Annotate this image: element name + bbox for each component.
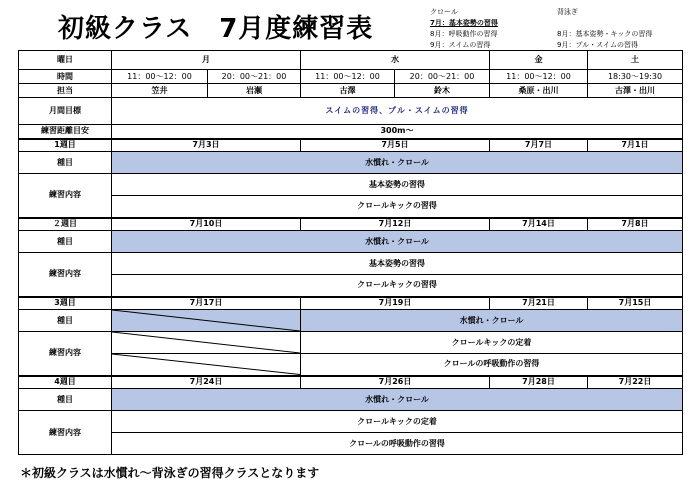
week-date-row bbox=[19, 139, 683, 152]
practice-schedule-table bbox=[18, 50, 683, 455]
content-label: 練習内容 bbox=[19, 174, 112, 218]
monthly-goal: スイムの習得、プル・スイムの習得 bbox=[112, 98, 683, 125]
item-row bbox=[19, 310, 683, 332]
content-label: 練習内容 bbox=[19, 411, 112, 455]
crawl-monthly-goals bbox=[430, 7, 498, 51]
time-cell: 11：00〜12：00 bbox=[490, 70, 588, 84]
time-row bbox=[19, 70, 683, 84]
day-wednesday: 水 bbox=[301, 51, 490, 70]
distance-row bbox=[19, 125, 683, 139]
content-row bbox=[19, 196, 683, 218]
staff-label: 担当 bbox=[19, 84, 112, 98]
date-wednesday: 7月19日 bbox=[301, 297, 490, 310]
note-crawl-heading: クロール bbox=[430, 8, 458, 16]
item-row bbox=[19, 152, 683, 174]
diagonal-strike bbox=[112, 354, 300, 375]
cancelled-slot bbox=[112, 310, 301, 332]
staff-cell: 笠井 bbox=[112, 84, 208, 98]
content-row bbox=[19, 411, 683, 433]
date-wednesday: 7月5日 bbox=[301, 139, 490, 152]
date-friday: 7月14日 bbox=[490, 218, 588, 231]
staff-cell: 岩瀬 bbox=[208, 84, 301, 98]
item-label: 種目 bbox=[19, 152, 112, 174]
item-value: 水慣れ・クロール bbox=[112, 152, 683, 174]
diagonal-strike bbox=[112, 310, 300, 331]
item-label: 種目 bbox=[19, 310, 112, 332]
cancelled-slot bbox=[112, 332, 301, 354]
staff-row bbox=[19, 84, 683, 98]
date-saturday: 7月8日 bbox=[588, 218, 683, 231]
cancelled-slot bbox=[112, 354, 301, 376]
week-label: 1週目 bbox=[19, 139, 112, 152]
content-label: 練習内容 bbox=[19, 253, 112, 297]
date-friday: 7月21日 bbox=[490, 297, 588, 310]
content-label: 練習内容 bbox=[19, 332, 112, 376]
date-monday: 7月10日 bbox=[112, 218, 301, 231]
item-value: 水慣れ・クロール bbox=[112, 389, 683, 411]
date-monday: 7月24日 bbox=[112, 376, 301, 389]
goal-row bbox=[19, 98, 683, 125]
content-row bbox=[19, 332, 683, 354]
note-backstroke-september: 9月：プル・スイムの習得 bbox=[557, 41, 639, 49]
content-value: クロールキックの定着 bbox=[301, 332, 683, 354]
content-row bbox=[19, 433, 683, 455]
time-cell: 18:30〜19:30 bbox=[588, 70, 683, 84]
staff-cell: 古澤・出川 bbox=[588, 84, 683, 98]
item-value: 水慣れ・クロール bbox=[112, 231, 683, 253]
day-monday: 月 bbox=[112, 51, 301, 70]
content-value: クロールの呼吸動作の習得 bbox=[112, 433, 683, 455]
content-value: クロールキックの定着 bbox=[112, 411, 683, 433]
content-value: 基本姿勢の習得 bbox=[112, 174, 683, 196]
week-label: ２週目 bbox=[19, 218, 112, 231]
item-value: 水慣れ・クロール bbox=[301, 310, 683, 332]
note-crawl-september: 9月：スイムの習得 bbox=[430, 41, 491, 49]
date-saturday: 7月15日 bbox=[588, 297, 683, 310]
distance-label: 練習距離目安 bbox=[19, 125, 112, 139]
date-friday: 7月28日 bbox=[490, 376, 588, 389]
staff-cell: 桑原・出川 bbox=[490, 84, 588, 98]
item-row bbox=[19, 389, 683, 411]
note-backstroke-heading: 背泳ぎ bbox=[557, 8, 578, 16]
day-saturday: 土 bbox=[588, 51, 683, 70]
date-monday: 7月17日 bbox=[112, 297, 301, 310]
date-monday: 7月3日 bbox=[112, 139, 301, 152]
item-label: 種目 bbox=[19, 389, 112, 411]
week-label: 3週目 bbox=[19, 297, 112, 310]
staff-cell: 鈴木 bbox=[395, 84, 490, 98]
goal-label: 月間目標 bbox=[19, 98, 112, 125]
date-saturday: 7月1日 bbox=[588, 139, 683, 152]
week-date-row bbox=[19, 218, 683, 231]
staff-cell: 古澤 bbox=[301, 84, 395, 98]
footnote: ＊初級クラスは水慣れ〜背泳ぎの習得クラスとなります bbox=[20, 466, 320, 480]
note-crawl-july: 7月：基本姿勢の習得 bbox=[430, 19, 498, 27]
content-value: 基本姿勢の習得 bbox=[112, 253, 683, 275]
content-value: クロールキックの習得 bbox=[112, 196, 683, 218]
content-value: クロールキックの習得 bbox=[112, 275, 683, 297]
time-label: 時間 bbox=[19, 70, 112, 84]
content-value: クロールの呼吸動作の習得 bbox=[301, 354, 683, 376]
content-row bbox=[19, 275, 683, 297]
date-saturday: 7月22日 bbox=[588, 376, 683, 389]
date-friday: 7月7日 bbox=[490, 139, 588, 152]
diagonal-strike bbox=[112, 332, 300, 353]
time-cell: 11：00〜12：00 bbox=[112, 70, 208, 84]
time-cell: 20：00〜21：00 bbox=[208, 70, 301, 84]
time-cell: 20：00〜21：00 bbox=[395, 70, 490, 84]
week-date-row bbox=[19, 297, 683, 310]
content-row bbox=[19, 354, 683, 376]
page-title: 初級クラス 7月度練習表 bbox=[58, 14, 374, 44]
note-backstroke-august: 8月：基本姿勢・キックの習得 bbox=[557, 30, 653, 38]
note-backstroke-blank bbox=[557, 18, 652, 29]
week-date-row bbox=[19, 376, 683, 389]
item-row bbox=[19, 231, 683, 253]
date-wednesday: 7月12日 bbox=[301, 218, 490, 231]
content-row bbox=[19, 174, 683, 196]
time-cell: 11：00〜12：00 bbox=[301, 70, 395, 84]
day-friday: 金 bbox=[490, 51, 588, 70]
date-wednesday: 7月26日 bbox=[301, 376, 490, 389]
content-row bbox=[19, 253, 683, 275]
weekday-label: 曜日 bbox=[19, 51, 112, 70]
backstroke-monthly-goals bbox=[557, 7, 652, 51]
item-label: 種目 bbox=[19, 231, 112, 253]
distance-value: 300m〜 bbox=[112, 125, 683, 139]
week-label: 4週目 bbox=[19, 376, 112, 389]
note-crawl-august: 8月：呼吸動作の習得 bbox=[430, 30, 498, 38]
weekday-row bbox=[19, 51, 683, 70]
